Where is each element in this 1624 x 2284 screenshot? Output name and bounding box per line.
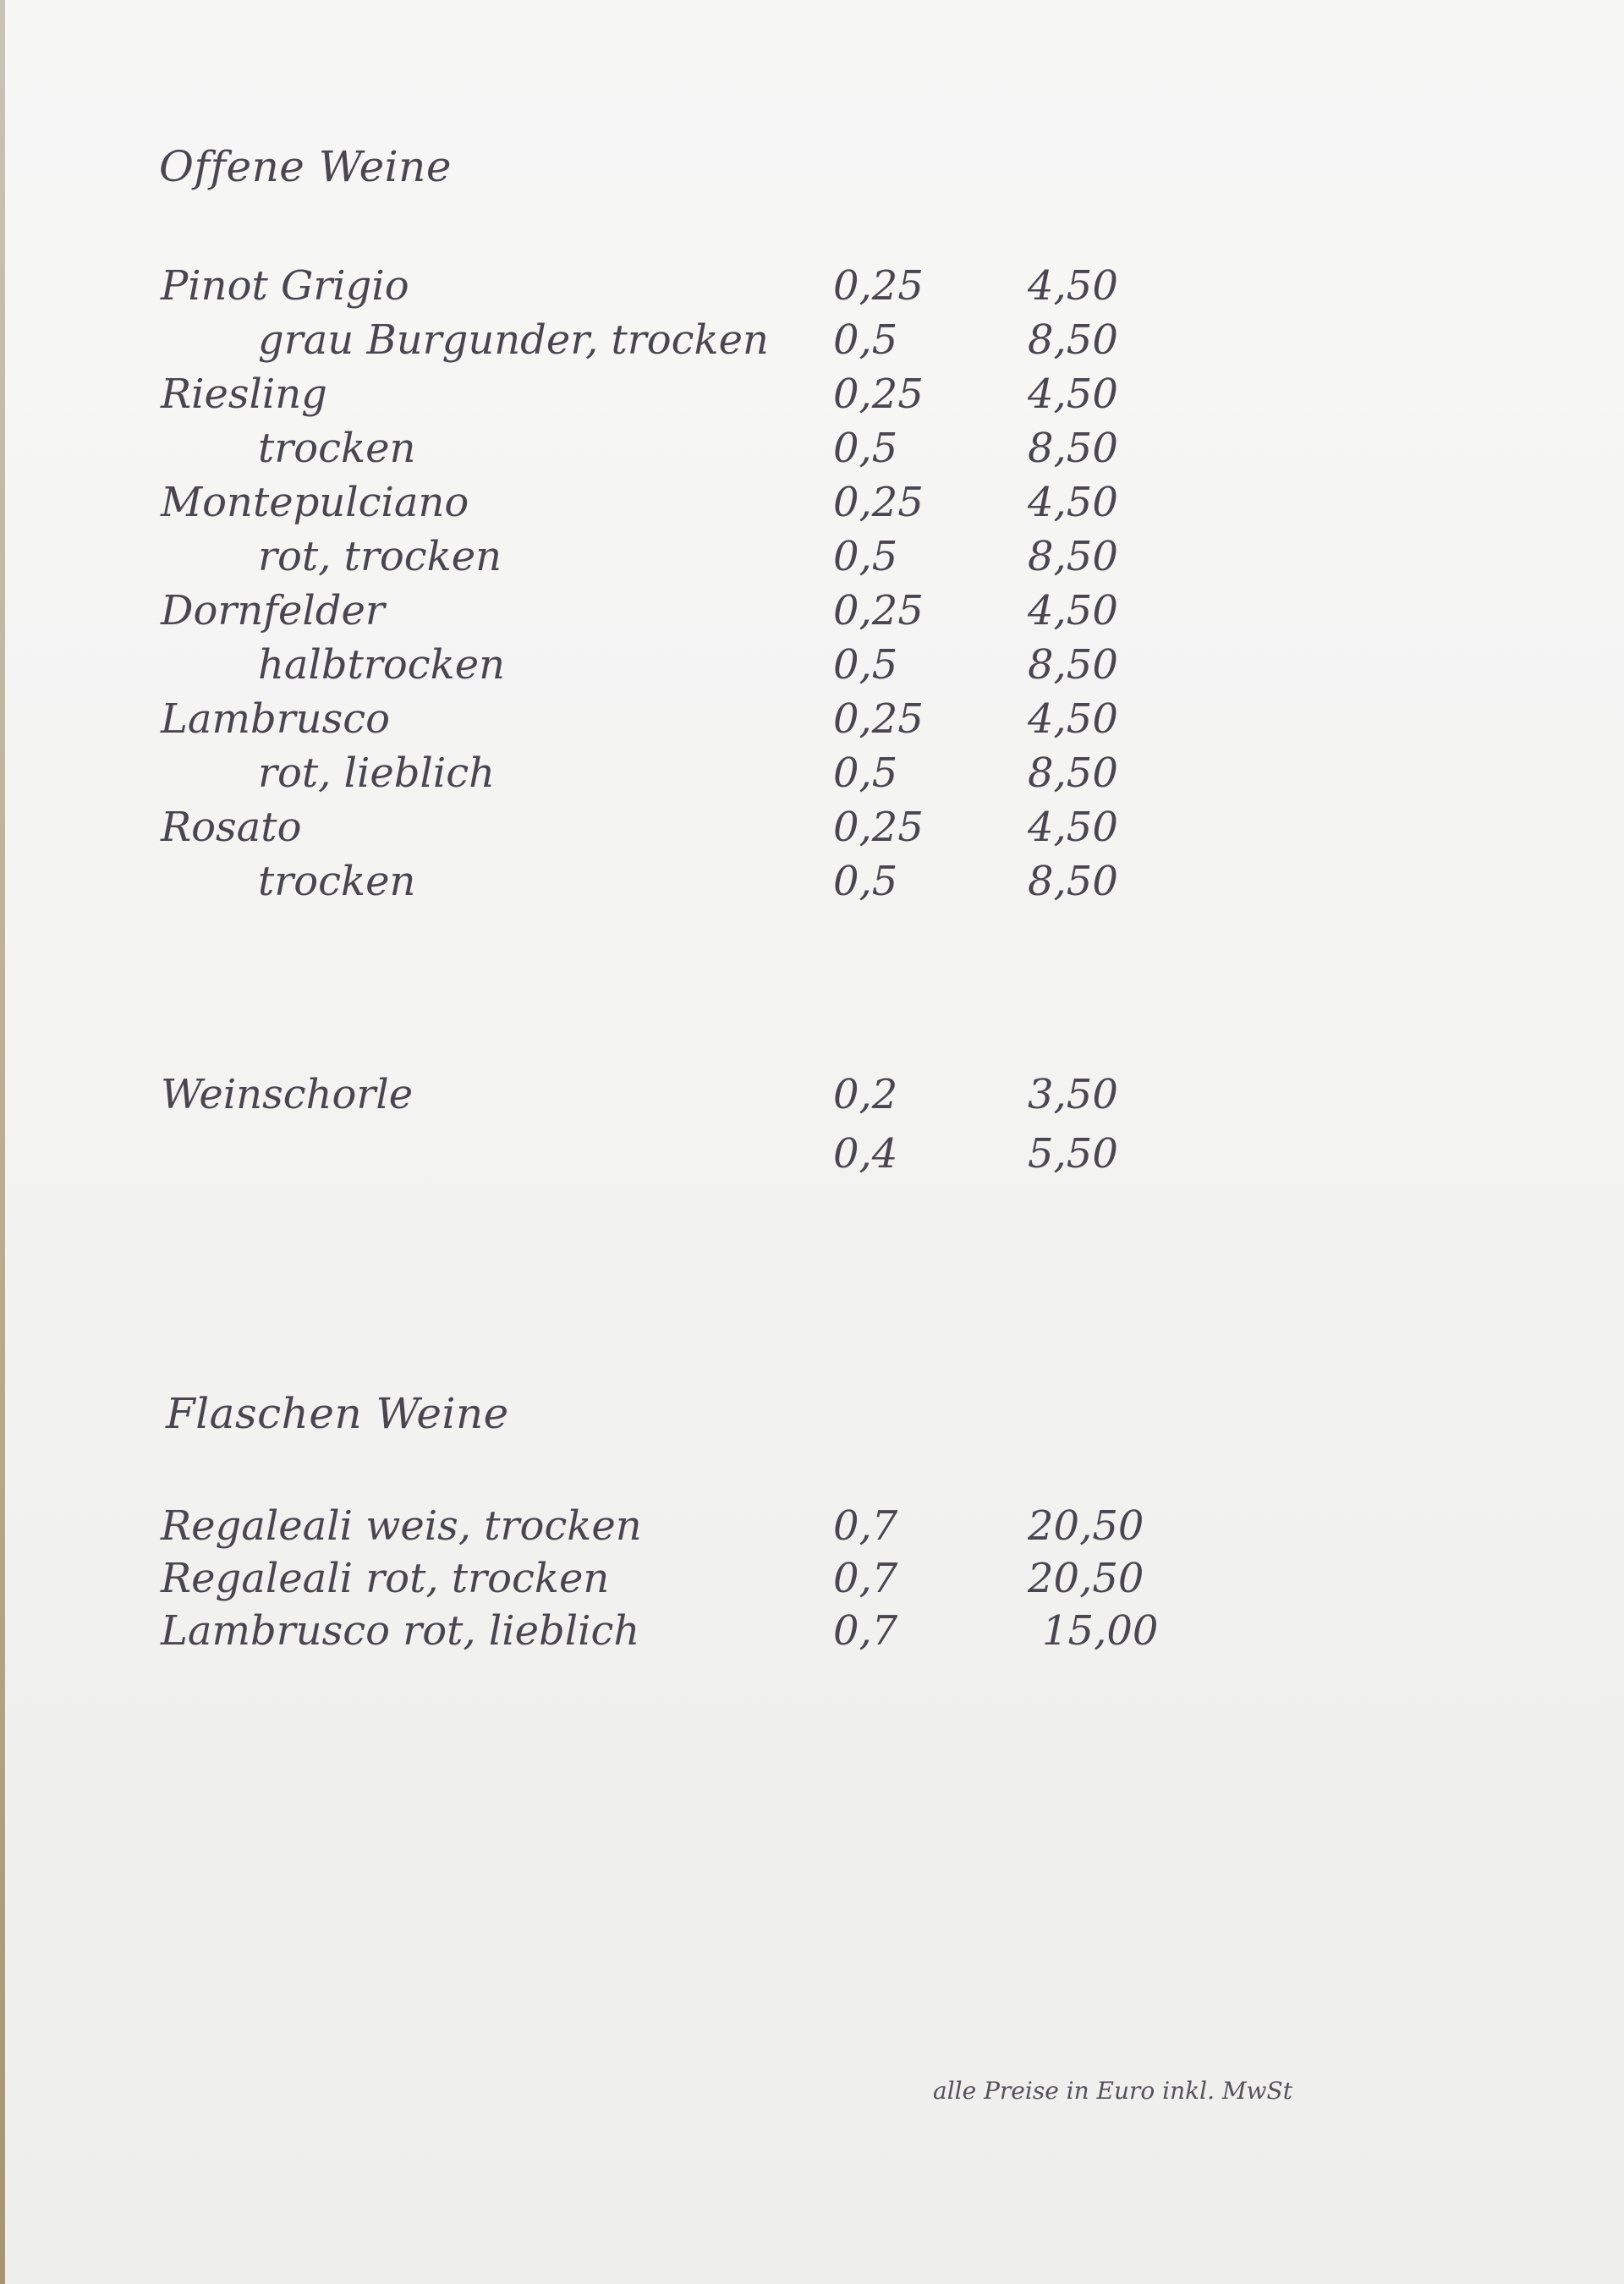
menu-row: [0, 1604, 1624, 1658]
wine-size: 0,4: [833, 1130, 898, 1178]
wine-name: Montepulciano: [161, 479, 469, 526]
menu-row: [0, 1499, 1624, 1553]
menu-row: [0, 692, 1624, 746]
menu-row: [0, 259, 1624, 313]
wine-name: Regaleali weis, trocken: [161, 1502, 642, 1550]
wine-size: 0,25: [833, 804, 924, 851]
wine-price: 8,50: [1028, 749, 1118, 797]
wine-description: halbtrocken: [258, 641, 506, 689]
wine-size: 0,25: [833, 371, 924, 418]
menu-row: [0, 367, 1624, 421]
wine-description: trocken: [258, 425, 416, 472]
menu-row: [0, 530, 1624, 584]
wine-price: 4,50: [1028, 804, 1118, 851]
wine-size: 0,7: [833, 1502, 898, 1550]
wine-description: grau Burgunder, trocken: [258, 316, 769, 364]
wine-name: Weinschorle: [161, 1071, 414, 1118]
wine-price: 4,50: [1028, 587, 1118, 634]
wine-price: 20,50: [1028, 1502, 1144, 1550]
wine-size: 0,25: [833, 479, 924, 526]
wine-price: 8,50: [1028, 425, 1118, 472]
wine-size: 0,2: [833, 1071, 898, 1118]
wine-description: trocken: [258, 858, 416, 905]
wine-price: 4,50: [1028, 479, 1118, 526]
menu-row: [0, 421, 1624, 475]
wine-size: 0,5: [833, 425, 898, 472]
price-footnote: alle Preise in Euro inkl. MwSt: [933, 2077, 1292, 2105]
menu-row: [0, 638, 1624, 692]
wine-description: rot, lieblich: [258, 749, 495, 797]
wine-price: 8,50: [1028, 533, 1118, 580]
wine-name: Lambrusco rot, lieblich: [161, 1607, 640, 1655]
menu-row: [0, 584, 1624, 638]
wine-price: 4,50: [1028, 695, 1118, 743]
wine-size: 0,25: [833, 587, 924, 634]
menu-row: [0, 854, 1624, 909]
wine-size: 0,25: [833, 262, 924, 310]
wine-name: Lambrusco: [161, 695, 391, 743]
wine-name: Regaleali rot, trocken: [161, 1555, 610, 1602]
wine-size: 0,5: [833, 533, 898, 580]
wine-name: Riesling: [161, 371, 327, 418]
section-heading-bottle-wines: Flaschen Weine: [166, 1389, 509, 1438]
wine-price: 3,50: [1028, 1071, 1118, 1118]
menu-row: [0, 313, 1624, 367]
wine-name: Pinot Grigio: [161, 262, 409, 310]
wine-size: 0,5: [833, 749, 898, 797]
wine-price: 4,50: [1028, 371, 1118, 418]
wine-price: 8,50: [1028, 641, 1118, 689]
menu-row: [0, 746, 1624, 800]
section-heading-open-wines: Offene Weine: [159, 142, 452, 191]
menu-row: [0, 1127, 1624, 1181]
wine-size: 0,7: [833, 1607, 898, 1655]
wine-size: 0,5: [833, 316, 898, 364]
wine-size: 0,25: [833, 695, 924, 743]
menu-row: [0, 1068, 1624, 1122]
wine-name: Dornfelder: [161, 587, 385, 634]
wine-price: 15,00: [1042, 1607, 1159, 1655]
wine-size: 0,7: [833, 1555, 898, 1602]
menu-row: [0, 475, 1624, 530]
wine-price: 4,50: [1028, 262, 1118, 310]
menu-row: [0, 800, 1624, 854]
wine-size: 0,5: [833, 858, 898, 905]
wine-price: 5,50: [1028, 1130, 1118, 1178]
wine-size: 0,5: [833, 641, 898, 689]
wine-price: 8,50: [1028, 316, 1118, 364]
wine-price: 8,50: [1028, 858, 1118, 905]
wine-description: rot, trocken: [258, 533, 502, 580]
wine-name: Rosato: [161, 804, 302, 851]
wine-price: 20,50: [1028, 1555, 1144, 1602]
menu-row: [0, 1551, 1624, 1606]
